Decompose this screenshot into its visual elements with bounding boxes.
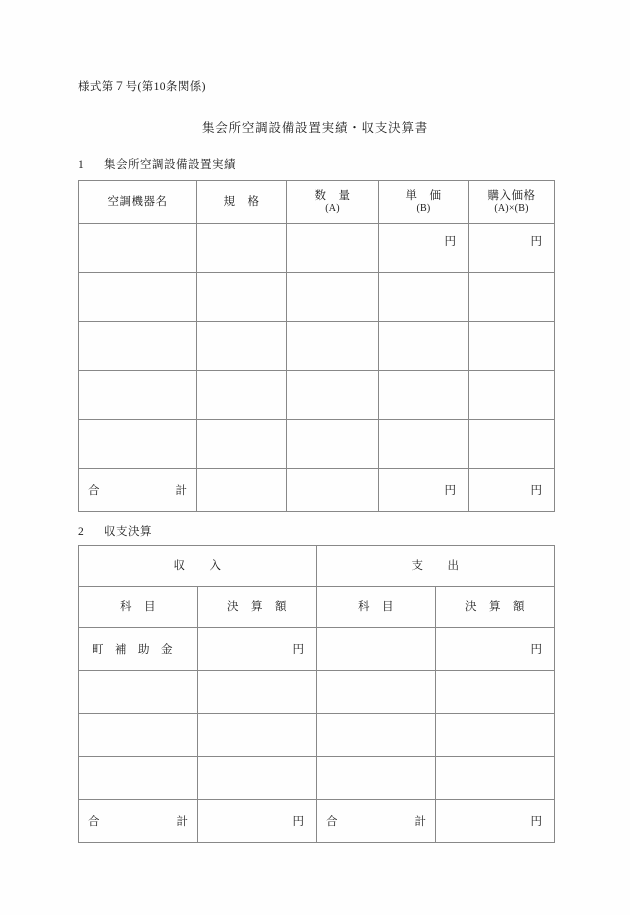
settlement-sub-header-row [79,587,555,628]
table-header-row [79,181,555,224]
section-2-heading [78,523,152,539]
expense-total-label-wrap [317,813,435,829]
header-unit-price [379,181,469,224]
header-unit-price-text: 単 価 (B) [379,189,468,216]
group-header-expense-text: 支 出 [411,559,460,572]
table-row [79,371,555,420]
purchase-price-yen-label: 円 [530,236,542,248]
table-row [79,420,555,469]
sub-header-income-item [79,587,198,628]
page-title: 集会所空調設備設置実績・収支決算書 [201,121,429,135]
sub-header-income-amount [198,587,317,628]
cell-total-specification [197,469,287,512]
table-total-row [79,469,555,512]
cell-total-purchase-price[interactable] [469,469,555,512]
cell-purchase-price[interactable] [469,322,555,371]
cell-purchase-price[interactable] [469,273,555,322]
cell-income-total-label [79,800,198,843]
income-item-subsidy-text: 町 補 助 金 [92,644,173,656]
cell-expense-item[interactable] [317,628,436,671]
income-total-label-wrap [79,813,197,829]
cell-equipment-name[interactable] [79,420,197,469]
group-header-income [79,546,317,587]
cell-unit-price[interactable] [379,273,469,322]
sub-header-expense-amount [436,587,555,628]
cell-expense-item[interactable] [317,671,436,714]
cell-unit-price[interactable] [379,371,469,420]
cell-unit-price[interactable] [379,420,469,469]
cell-income-amount[interactable] [198,671,317,714]
table-row [79,273,555,322]
cell-quantity[interactable] [287,420,379,469]
cell-equipment-name[interactable] [79,273,197,322]
header-purchase-price-sub: (A)×(B) [494,202,529,214]
cell-quantity[interactable] [287,371,379,420]
header-equipment-name-text: 空調機器名 [107,195,168,208]
cell-income-amount[interactable] [198,714,317,757]
header-purchase-price [469,181,555,224]
cell-expense-amount[interactable] [436,671,555,714]
total-label-left: 合 [88,485,100,497]
cell-income-amount[interactable] [198,757,317,800]
sub-header-income-amount-text: 決 算 額 [227,600,287,613]
cell-purchase-price[interactable] [469,420,555,469]
cell-quantity[interactable] [287,322,379,371]
cell-income-amount[interactable] [198,628,317,671]
cell-purchase-price[interactable] [469,224,555,273]
section-2-number: 2 [78,526,85,538]
header-unit-price-sub: (B) [416,202,431,214]
header-equipment-name [79,181,197,224]
cell-expense-total-label [317,800,436,843]
sub-header-expense-amount-text: 決 算 額 [465,600,525,613]
cell-total-quantity[interactable] [287,469,379,512]
total-label-right: 計 [175,485,187,497]
cell-quantity[interactable] [287,273,379,322]
group-header-expense [317,546,555,587]
sub-header-income-item-text: 科 目 [120,600,156,613]
cell-quantity[interactable] [287,224,379,273]
income-item-subsidy-label [79,641,197,657]
total-purchase-price-yen-label: 円 [530,485,542,497]
cell-total-unit-price[interactable] [379,469,469,512]
sub-header-expense-item [317,587,436,628]
expense-total-label-right: 計 [414,816,426,828]
cell-equipment-name[interactable] [79,371,197,420]
header-specification-text: 規 格 [223,195,260,208]
header-quantity [287,181,379,224]
cell-income-item[interactable] [79,628,198,671]
section-2-label: 収支決算 [104,526,152,538]
cell-total-label [79,469,197,512]
cell-expense-total-amount[interactable] [436,800,555,843]
section-1-number: 1 [78,159,85,171]
expense-total-label-left: 合 [326,816,338,828]
cell-equipment-name[interactable] [79,322,197,371]
cell-specification[interactable] [197,371,287,420]
cell-specification[interactable] [197,322,287,371]
section-1-heading [78,156,236,172]
sub-header-expense-item-text: 科 目 [358,600,394,613]
expense-amount-yen-label: 円 [530,644,542,656]
cell-expense-item[interactable] [317,714,436,757]
table-row [79,671,555,714]
cell-unit-price[interactable] [379,322,469,371]
cell-income-item[interactable] [79,757,198,800]
unit-price-yen-label: 円 [444,236,456,248]
table-row [79,714,555,757]
cell-expense-amount[interactable] [436,714,555,757]
table-row [79,628,555,671]
cell-income-item[interactable] [79,714,198,757]
expense-total-yen-label: 円 [530,816,542,828]
group-header-income-text: 収 入 [173,559,222,572]
header-quantity-text: 数 量 (A) [287,189,378,216]
cell-income-total-amount[interactable] [198,800,317,843]
settlement-group-header-row [79,546,555,587]
income-total-label-right: 計 [176,816,188,828]
income-amount-yen-label: 円 [292,644,304,656]
cell-specification[interactable] [197,420,287,469]
section-1-label: 集会所空調設備設置実績 [104,159,236,171]
table-row [79,757,555,800]
table-row [79,322,555,371]
header-specification [197,181,287,224]
cell-unit-price[interactable] [379,224,469,273]
cell-expense-item[interactable] [317,757,436,800]
income-total-yen-label: 円 [292,816,304,828]
form-number: 様式第７号(第10条関係) [78,81,206,93]
settlement-table [78,545,555,843]
cell-expense-amount[interactable] [436,628,555,671]
cell-expense-amount[interactable] [436,757,555,800]
income-total-label-left: 合 [88,816,100,828]
settlement-total-row [79,800,555,843]
header-quantity-sub: (A) [325,202,340,214]
header-purchase-price-text: 購入価格 (A)×(B) [469,189,554,216]
table-row [79,224,555,273]
cell-purchase-price[interactable] [469,371,555,420]
total-unit-price-yen-label: 円 [444,485,456,497]
installation-record-table [78,180,555,512]
cell-income-item[interactable] [79,671,198,714]
cell-specification[interactable] [197,224,287,273]
total-label-wrap [79,482,196,498]
cell-equipment-name[interactable] [79,224,197,273]
cell-specification[interactable] [197,273,287,322]
